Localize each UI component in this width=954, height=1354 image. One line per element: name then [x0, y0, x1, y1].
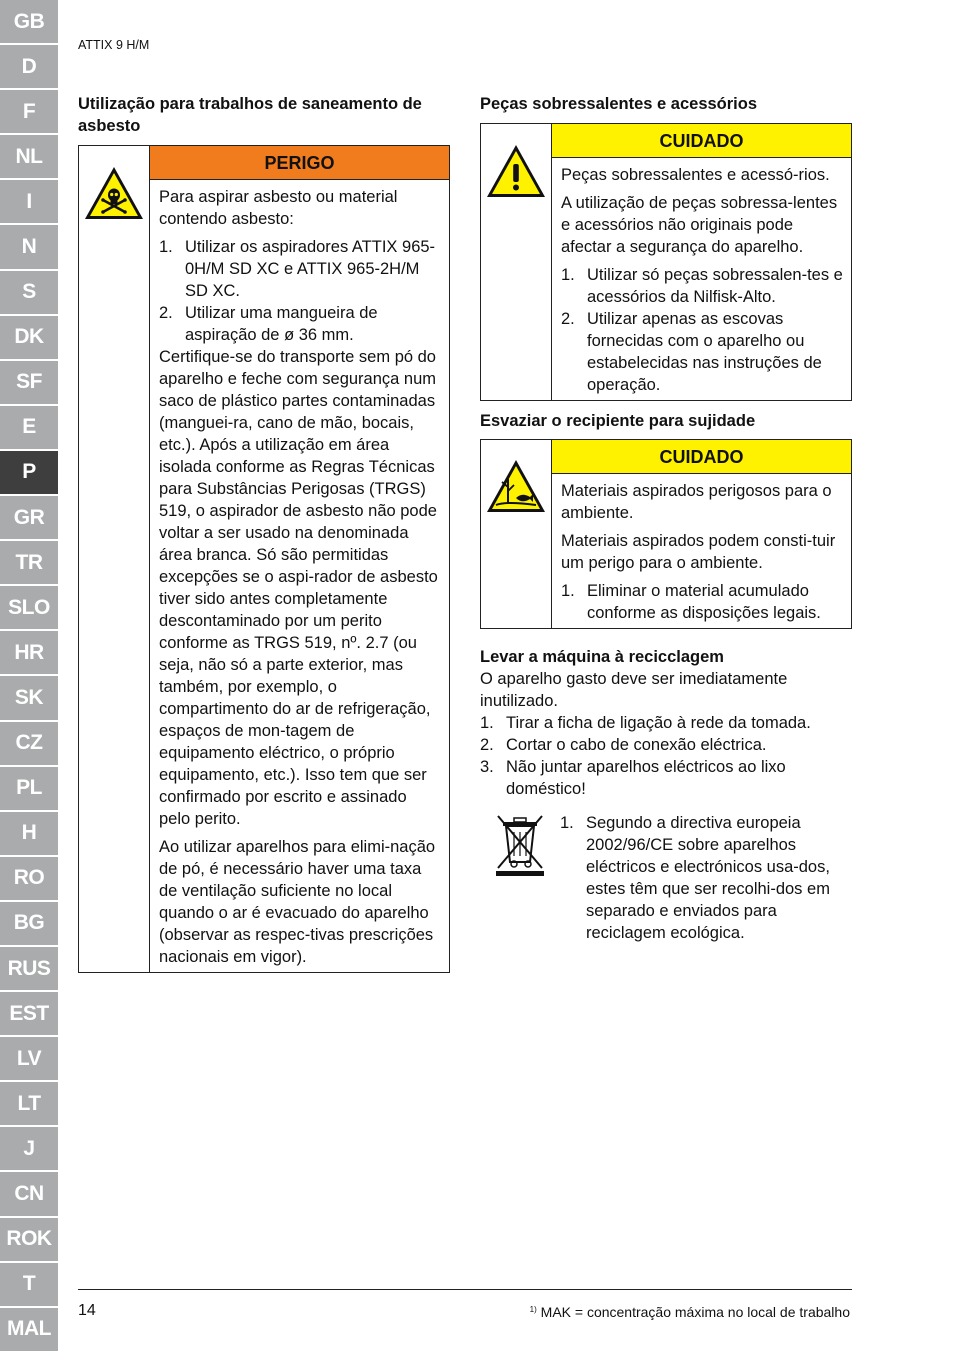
spare-parts-paragraph-1: Peças sobressalentes e acessó-rios. [561, 166, 830, 184]
warning-icon-cell [481, 440, 552, 628]
language-tab-est[interactable]: EST [0, 992, 58, 1037]
environment-hazard-icon [484, 457, 548, 515]
language-tab-sf[interactable]: SF [0, 361, 58, 406]
warning-icon-cell [481, 124, 552, 400]
language-tab-cn[interactable]: CN [0, 1172, 58, 1217]
language-tab-gr[interactable]: GR [0, 496, 58, 541]
list-item [561, 580, 843, 624]
left-column [78, 93, 450, 973]
list-item-number: 1. [480, 714, 494, 732]
list-item-text: Eliminar o material acumulado conforme as disposições legais. [587, 582, 821, 622]
language-tab-pl[interactable]: PL [0, 767, 58, 812]
language-tab-mal[interactable]: MAL [0, 1308, 58, 1353]
list-item [561, 308, 843, 396]
spare-parts-caution-box [480, 123, 852, 401]
emptying-paragraph-1: Materiais aspirados perigosos para o ambiente. [561, 482, 832, 522]
document-title: ATTIX 9 H/M [78, 38, 150, 52]
spare-parts-header: CUIDADO [552, 124, 851, 158]
list-item-number: 2. [159, 304, 173, 322]
list-item [159, 236, 441, 302]
language-tab-i[interactable]: I [0, 180, 58, 225]
asbestos-steps [159, 236, 441, 346]
list-item-number: 1. [561, 582, 575, 600]
list-item [480, 712, 852, 734]
list-item [560, 812, 852, 944]
language-tab-p[interactable]: P [0, 451, 58, 496]
list-item-number: 3. [480, 758, 494, 776]
language-tab-rus[interactable]: RUS [0, 947, 58, 992]
list-item-number: 1. [561, 266, 575, 284]
weee-row [480, 812, 852, 944]
language-tab-s[interactable]: S [0, 271, 58, 316]
recycling-intro: O aparelho gasto deve ser imediatamente inutilizado. [480, 670, 788, 710]
emptying-body [552, 474, 851, 628]
danger-content [150, 146, 449, 972]
language-tab-lv[interactable]: LV [0, 1037, 58, 1082]
emptying-header: CUIDADO [552, 440, 851, 474]
list-item-text: Utilizar apenas as escovas fornecidas com o aparelho ou estabelecidas nas instruções de operação. [587, 310, 822, 394]
exclamation-warning-icon [484, 142, 548, 200]
emptying-paragraph-2: Materiais aspirados podem consti-tuir um perigo para o ambiente. [561, 532, 836, 572]
language-tab-n[interactable]: N [0, 225, 58, 270]
asbestos-paragraph-2: Ao utilizar aparelhos para elimi-nação de pó, é necessário haver uma taxa de ventilação suficiente no local quando o ar é evacuado do aparelho (observar as respec-tivas prescrições nacionais em vigor). [159, 838, 436, 966]
language-tab-t[interactable]: T [0, 1263, 58, 1308]
spare-parts-content [552, 124, 851, 400]
danger-body [150, 180, 449, 972]
language-tab-e[interactable]: E [0, 406, 58, 451]
asbestos-intro: Para aspirar asbesto ou material contendo asbesto: [159, 188, 398, 228]
list-item-text: Utilizar uma mangueira de aspiração de ø 36 mm. [185, 304, 378, 344]
spare-parts-paragraph-2: A utilização de peças sobressa-lentes e acessórios não originais pode afectar a segurança do aparelho. [561, 194, 838, 256]
list-item [480, 756, 852, 800]
asbestos-paragraph-1: Certifique-se do transporte sem pó do aparelho e feche com segurança num saco de plástico partes contaminadas (manguei-ra, cano de mão, bocais, etc.). Após a utilização em área isolada conforme as Regras Técnicas para Substâncias Perigosas (TRGS) 519, o aspirador de asbesto não pode voltar a ser usado na denominada área branca. Só são permitidas excepções se o aspi-rador de asbesto tiver sido antes completamente descontaminado por um perito conforme as TRGS 519, nº. 2.7 (ou seja, não só a parte exterior, mas também, por exemplo, o compartimento do ar de refrigeração, espaços de mon-tagem de equipamento eléctrico, o próprio equipamento, etc.). Isso tem que ser confirmado por escrito e assinado pelo perito. [159, 348, 438, 828]
list-item-text: Tirar a ficha de ligação à rede da tomada. [506, 714, 811, 732]
emptying-content [552, 440, 851, 628]
weee-icon-cell [480, 812, 560, 944]
list-item-text: Utilizar só peças sobressalen-tes e acessórios da Nilfisk-Alto. [587, 266, 843, 306]
danger-header: PERIGO [150, 146, 449, 180]
language-tab-gb[interactable]: GB [0, 0, 58, 45]
language-tab-lt[interactable]: LT [0, 1082, 58, 1127]
list-item-number: 1. [159, 238, 173, 256]
list-item [159, 302, 441, 346]
danger-warning-box [78, 145, 450, 973]
language-tab-nl[interactable]: NL [0, 135, 58, 180]
list-item [561, 264, 843, 308]
language-tab-f[interactable]: F [0, 90, 58, 135]
language-tab-bar [0, 0, 58, 1354]
language-tab-dk[interactable]: DK [0, 316, 58, 361]
language-tab-bg[interactable]: BG [0, 902, 58, 947]
list-item-number: 1. [560, 814, 574, 832]
footnote [530, 1299, 850, 1323]
emptying-caution-box [480, 439, 852, 629]
language-tab-j[interactable]: J [0, 1127, 58, 1172]
footnote-mark: 1) [529, 1305, 537, 1314]
asbestos-heading: Utilização para trabalhos de saneamento de asbesto [78, 95, 422, 135]
language-tab-rok[interactable]: ROK [0, 1218, 58, 1263]
list-item-text: Utilizar os aspiradores ATTIX 965-0H/M SD XC e ATTIX 965-2H/M SD XC. [185, 238, 436, 300]
language-tab-hr[interactable]: HR [0, 631, 58, 676]
spare-parts-steps [561, 264, 843, 396]
right-column [480, 93, 852, 944]
footer-divider [78, 1289, 852, 1290]
language-tab-d[interactable]: D [0, 45, 58, 90]
crossed-wheelie-bin-icon [492, 812, 548, 878]
list-item-text: Não juntar aparelhos eléctricos ao lixo doméstico! [506, 758, 786, 798]
recycling-steps [480, 712, 852, 800]
weee-steps [560, 812, 852, 944]
footnote-text: MAK = concentração máxima no local de trabalho [540, 1304, 850, 1320]
list-item-number: 2. [561, 310, 575, 328]
language-tab-ro[interactable]: RO [0, 857, 58, 902]
language-tab-sk[interactable]: SK [0, 676, 58, 721]
list-item-text: Cortar o cabo de conexão eléctrica. [506, 736, 767, 754]
recycling-heading: Levar a máquina à recicclagem [480, 648, 724, 666]
emptying-heading: Esvaziar o recipiente para sujidade [480, 412, 756, 430]
language-tab-tr[interactable]: TR [0, 541, 58, 586]
spare-parts-body [552, 158, 851, 400]
list-item-text: Segundo a directiva europeia 2002/96/CE sobre aparelhos eléctricos e electrónicos usa-dos, estes têm que ser recolhi-dos em separado e enviados para reciclagem ecológica. [586, 814, 830, 942]
language-tab-slo[interactable]: SLO [0, 586, 58, 631]
language-tab-h[interactable]: H [0, 812, 58, 857]
list-item-number: 2. [480, 736, 494, 754]
toxic-skull-warning-icon [82, 164, 146, 222]
page-number: 14 [78, 1302, 96, 1319]
list-item [480, 734, 852, 756]
emptying-steps [561, 580, 843, 624]
language-tab-cz[interactable]: CZ [0, 722, 58, 767]
spare-parts-heading: Peças sobressalentes e acessórios [480, 95, 758, 113]
warning-icon-cell [79, 146, 150, 972]
